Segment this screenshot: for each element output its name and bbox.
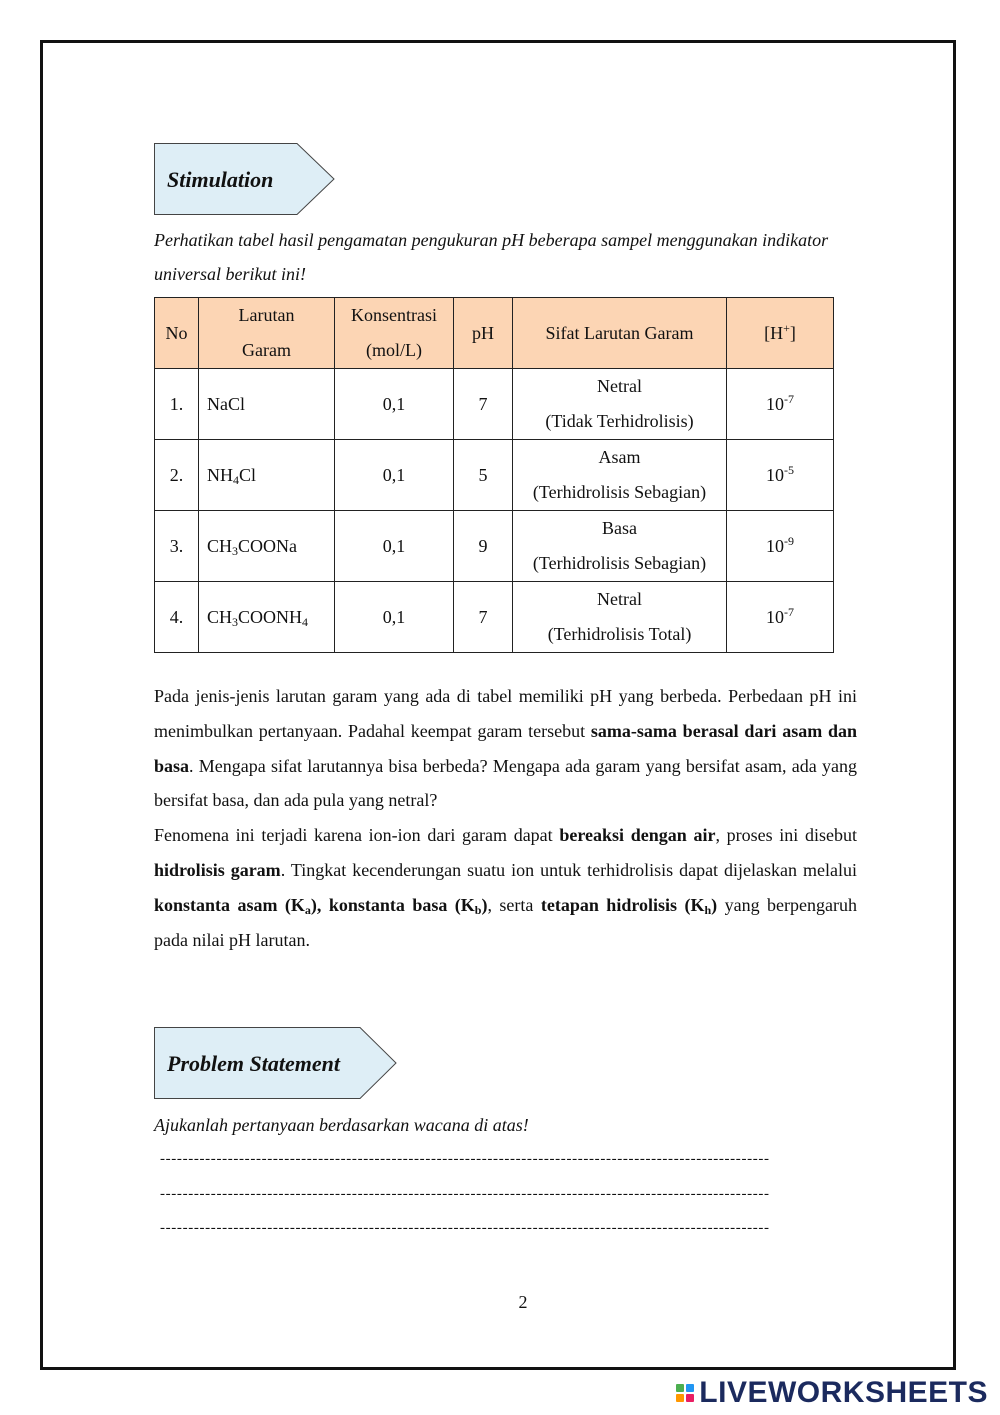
kh-sub: h bbox=[704, 902, 712, 917]
paragraph-1 bbox=[154, 679, 857, 818]
salt-part: COONH bbox=[238, 606, 303, 627]
logo-grid-icon bbox=[676, 1384, 694, 1402]
ka-text: konstanta asam (K bbox=[154, 894, 305, 915]
liveworksheets-logo[interactable] bbox=[676, 1375, 988, 1411]
logo-square bbox=[686, 1394, 694, 1402]
salt-part: NaCl bbox=[207, 393, 245, 414]
header-konsentrasi-line1: Konsentrasi bbox=[351, 305, 437, 325]
salt-part: CH bbox=[207, 535, 233, 556]
stimulation-heading-tag bbox=[154, 143, 336, 215]
sifat-line1: Asam bbox=[598, 447, 641, 467]
cell-ph: 9 bbox=[454, 511, 513, 582]
table-row bbox=[155, 440, 834, 511]
sifat-line1: Basa bbox=[602, 518, 637, 538]
cell-salt bbox=[199, 511, 335, 582]
logo-text: LIVEWORKSHEETS bbox=[699, 1376, 988, 1409]
salt-part: NH bbox=[207, 464, 233, 485]
header-h-sup: + bbox=[783, 320, 790, 335]
header-larutan-line2: Garam bbox=[242, 340, 291, 360]
page-number: 2 bbox=[518, 1292, 528, 1312]
h-base: 10 bbox=[766, 606, 784, 627]
answer-line-3[interactable]: ------------------------------------------------------------------------------------------------------------ bbox=[160, 1220, 770, 1236]
cell-konsentrasi: 0,1 bbox=[335, 582, 454, 653]
cell-salt bbox=[199, 369, 335, 440]
salt-part: CH bbox=[207, 606, 233, 627]
header-larutan-line1: Larutan bbox=[238, 305, 295, 325]
sifat-line2: (Terhidrolisis Sebagian) bbox=[532, 553, 707, 573]
header-no: No bbox=[155, 298, 199, 369]
cell-ph: 7 bbox=[454, 582, 513, 653]
header-konsentrasi-line2: (mol/L) bbox=[366, 340, 422, 360]
h-exp: -7 bbox=[784, 391, 794, 406]
header-h-ion bbox=[727, 298, 834, 369]
h-exp: -5 bbox=[784, 462, 794, 477]
ph-observation-table bbox=[154, 297, 834, 653]
text-run: yang berpengaruh pada nilai pH larutan. bbox=[154, 894, 857, 950]
kh-close: ) bbox=[711, 894, 718, 915]
cell-ph: 7 bbox=[454, 369, 513, 440]
kh-text: tetapan hidrolisis (K bbox=[540, 894, 705, 915]
salt-sub: 3 bbox=[232, 614, 239, 629]
table-row bbox=[155, 369, 834, 440]
kb-text: ), konstanta basa (K bbox=[310, 894, 475, 915]
cell-sifat bbox=[513, 511, 727, 582]
sifat-line1: Netral bbox=[597, 589, 642, 609]
cell-h-ion bbox=[727, 582, 834, 653]
problem-instruction: Ajukanlah pertanyaan berdasarkan wacana di atas! bbox=[154, 1115, 529, 1135]
text-run: , serta bbox=[487, 894, 541, 915]
h-base: 10 bbox=[766, 535, 784, 556]
salt-part: Cl bbox=[239, 464, 257, 485]
sifat-line2: (Terhidrolisis Sebagian) bbox=[532, 482, 707, 502]
answer-line-2[interactable]: ------------------------------------------------------------------------------------------------------------ bbox=[160, 1186, 770, 1202]
cell-no: 1. bbox=[155, 369, 199, 440]
sifat-line2: (Tidak Terhidrolisis) bbox=[545, 411, 694, 431]
salt-part: COONa bbox=[238, 535, 298, 556]
explanation-paragraphs bbox=[154, 679, 857, 957]
bold-run: sama-sama berasal dari asam dan basa bbox=[154, 720, 857, 776]
cell-ph: 5 bbox=[454, 440, 513, 511]
salt-sub: 3 bbox=[232, 543, 239, 558]
cell-konsentrasi: 0,1 bbox=[335, 511, 454, 582]
cell-sifat bbox=[513, 369, 727, 440]
text-run: , proses ini disebut bbox=[715, 825, 857, 846]
salt-sub: 4 bbox=[233, 472, 239, 487]
text-run: . Mengapa sifat larutannya bisa berbeda? Mengapa ada garam yang bersifat asam, ada yang bersifat basa, dan ada pula yang netral? bbox=[154, 755, 857, 811]
text-run: . Tingkat kecenderungan suatu ion untuk terhidrolisis dapat dijelaskan melalui bbox=[280, 859, 857, 880]
logo-square bbox=[676, 1384, 684, 1392]
cell-no: 2. bbox=[155, 440, 199, 511]
kb-sub: b bbox=[474, 902, 482, 917]
table-row bbox=[155, 511, 834, 582]
cell-h-ion bbox=[727, 440, 834, 511]
cell-h-ion bbox=[727, 511, 834, 582]
header-h-close: ] bbox=[789, 322, 796, 343]
bold-run: hidrolisis garam bbox=[154, 859, 281, 880]
ka-sub: a bbox=[304, 902, 311, 917]
h-base: 10 bbox=[766, 393, 784, 414]
table-row bbox=[155, 582, 834, 653]
table-header-row bbox=[155, 298, 834, 369]
text-run: Pada jenis-jenis larutan garam yang ada di tabel memiliki pH yang berbeda. Perbedaan pH ini menimbulkan pertanyaan. Padahal keempat garam tersebut bbox=[154, 686, 857, 741]
cell-salt bbox=[199, 440, 335, 511]
cell-h-ion bbox=[727, 369, 834, 440]
header-h-base: [H bbox=[764, 322, 784, 343]
cell-konsentrasi: 0,1 bbox=[335, 440, 454, 511]
stimulation-heading: Stimulation bbox=[167, 167, 274, 192]
kb-close: ) bbox=[481, 894, 488, 915]
cell-no: 4. bbox=[155, 582, 199, 653]
bold-run bbox=[541, 895, 717, 915]
header-larutan bbox=[199, 298, 335, 369]
header-ph: pH bbox=[454, 298, 513, 369]
bold-run bbox=[154, 895, 487, 915]
cell-konsentrasi: 0,1 bbox=[335, 369, 454, 440]
stimulation-instruction: Perhatikan tabel hasil pengamatan pengukuran pH beberapa sampel menggunakan indikator universal berikut ini! bbox=[154, 230, 829, 284]
salt-sub: 4 bbox=[302, 614, 309, 629]
bold-run: bereaksi dengan air bbox=[559, 825, 716, 846]
h-base: 10 bbox=[766, 464, 784, 485]
logo-square bbox=[676, 1394, 684, 1402]
cell-salt bbox=[199, 582, 335, 653]
h-exp: -7 bbox=[784, 604, 794, 619]
text-run: Fenomena ini terjadi karena ion-ion dari garam dapat bbox=[154, 825, 560, 846]
sifat-line1: Netral bbox=[597, 376, 642, 396]
header-sifat: Sifat Larutan Garam bbox=[513, 298, 727, 369]
problem-statement-heading-tag bbox=[154, 1027, 398, 1099]
logo-square bbox=[686, 1384, 694, 1392]
problem-statement-heading: Problem Statement bbox=[167, 1051, 340, 1076]
sifat-line2: (Terhidrolisis Total) bbox=[547, 624, 692, 644]
cell-sifat bbox=[513, 582, 727, 653]
cell-no: 3. bbox=[155, 511, 199, 582]
paragraph-2 bbox=[154, 818, 857, 957]
cell-sifat bbox=[513, 440, 727, 511]
answer-line-1[interactable]: ------------------------------------------------------------------------------------------------------------ bbox=[160, 1151, 770, 1167]
h-exp: -9 bbox=[784, 533, 794, 548]
header-konsentrasi bbox=[335, 298, 454, 369]
